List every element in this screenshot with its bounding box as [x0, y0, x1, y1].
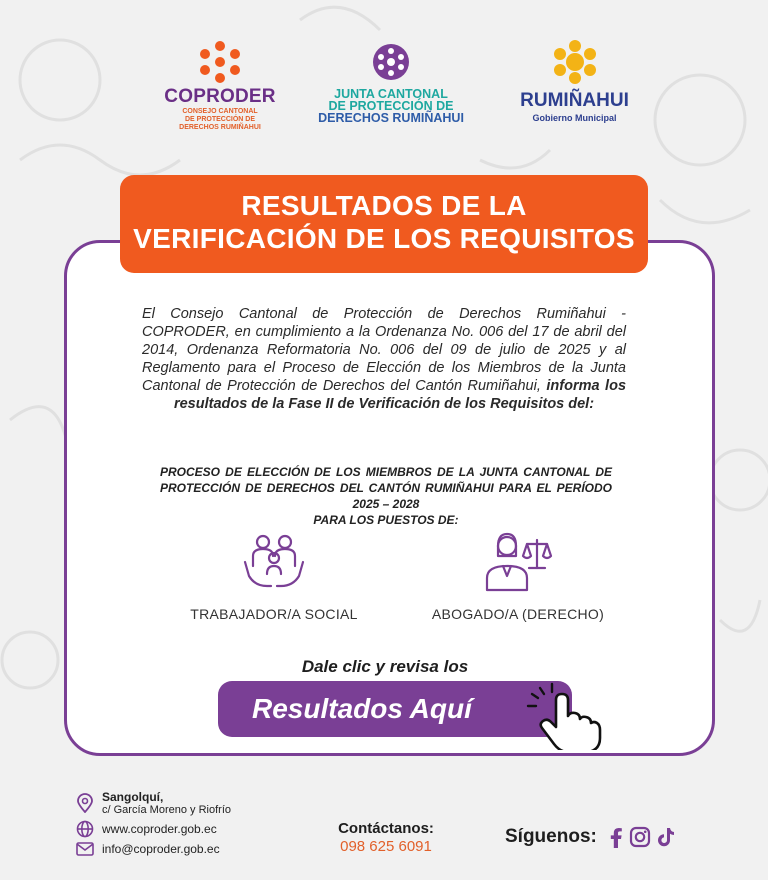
rumiñahui-sun-icon — [552, 40, 598, 84]
coproder-sub-1: CONSEJO CANTONAL — [182, 108, 258, 115]
cta-text: Dale clic y revisa los — [301, 657, 469, 676]
mail-icon — [76, 842, 94, 856]
junta-line-1: JUNTA CANTONAL — [334, 87, 448, 101]
coproder-name: COPRODER — [164, 86, 276, 107]
address-line-2: c/ García Moreno y Riofrío — [102, 804, 231, 816]
coproder-sub-2: DE PROTECCIÓN DE — [184, 116, 255, 123]
footer-email[interactable] — [76, 842, 220, 856]
email-text: info@coproder.gob.ec — [102, 842, 220, 856]
junta-flower-icon — [368, 40, 414, 84]
lawyer-scale-icon — [481, 532, 555, 592]
follow-block — [505, 826, 681, 848]
instagram-icon[interactable] — [629, 826, 651, 848]
rumiñahui-sub: Gobierno Municipal — [532, 113, 617, 123]
rumiñahui-name: RUMIÑAHUI — [520, 90, 629, 111]
footer-website[interactable] — [76, 820, 217, 838]
address-line-1: Sangolquí, — [102, 790, 164, 804]
rumiñahui-logo — [512, 40, 637, 123]
globe-icon — [76, 820, 94, 838]
coproder-logo — [160, 40, 280, 132]
role-abogado-label: ABOGADO/A (DERECHO) — [431, 606, 605, 622]
website-text: www.coproder.gob.ec — [102, 822, 217, 836]
results-button[interactable]: Resultados Aquí — [218, 681, 572, 737]
junta-logo — [316, 40, 466, 124]
title-line-2: VERIFICACIÓN DE LOS REQUISITOS — [133, 223, 635, 254]
facebook-icon[interactable] — [609, 826, 623, 848]
intro-text: El Consejo Cantonal de Protección de Derechos Rumiñahui - COPRODER, en cumplimiento a la Ordenanza No. 006 del 17 de abril del 2014, Ordenanza Reformatoria No. 006 del 09 de julio de 2025 y al Reglamento para el Proceso de Elección de los Miembros de la Junta Cantonal de Protección de Derechos del Cantón Rumiñahui, — [142, 306, 626, 394]
process-text: PROCESO DE ELECCIÓN DE LOS MIEMBROS DE LA JUNTA CANTONAL DE PROTECCIÓN DE DERECHOS DEL CANTÓN RUMIÑAHUI PARA EL PERÍODO 2025 – 2028 — [160, 465, 612, 511]
coproder-flower-icon — [195, 40, 245, 84]
follow-label: Síguenos: — [505, 826, 597, 847]
role-social — [176, 532, 372, 622]
footer-address — [76, 790, 231, 816]
role-social-label: TRABAJADOR/A SOCIAL — [190, 606, 358, 622]
pointer-hand-icon — [520, 680, 604, 750]
contact-label: Contáctanos: — [338, 820, 434, 837]
coproder-sub-3: DERECHOS RUMIÑAHUI — [179, 124, 261, 131]
process-sub: PARA LOS PUESTOS DE: — [313, 513, 459, 527]
process-block — [160, 464, 612, 528]
junta-line-2: DE PROTECCIÓN DE — [328, 99, 454, 113]
intro-paragraph — [142, 305, 626, 413]
location-pin-icon — [76, 793, 94, 813]
tiktok-icon[interactable] — [657, 827, 675, 847]
family-hands-icon — [241, 532, 307, 592]
title-banner — [120, 175, 648, 273]
junta-line-3: DERECHOS RUMIÑAHUI — [318, 111, 464, 125]
phone-number[interactable]: 098 625 6091 — [340, 838, 432, 855]
role-abogado — [418, 532, 618, 622]
title-line-1: RESULTADOS DE LA — [241, 190, 527, 221]
intro-bold: informa los resultados de la Fase II de Verificación de los Requisitos del: — [173, 378, 627, 412]
contact-block — [320, 820, 452, 855]
